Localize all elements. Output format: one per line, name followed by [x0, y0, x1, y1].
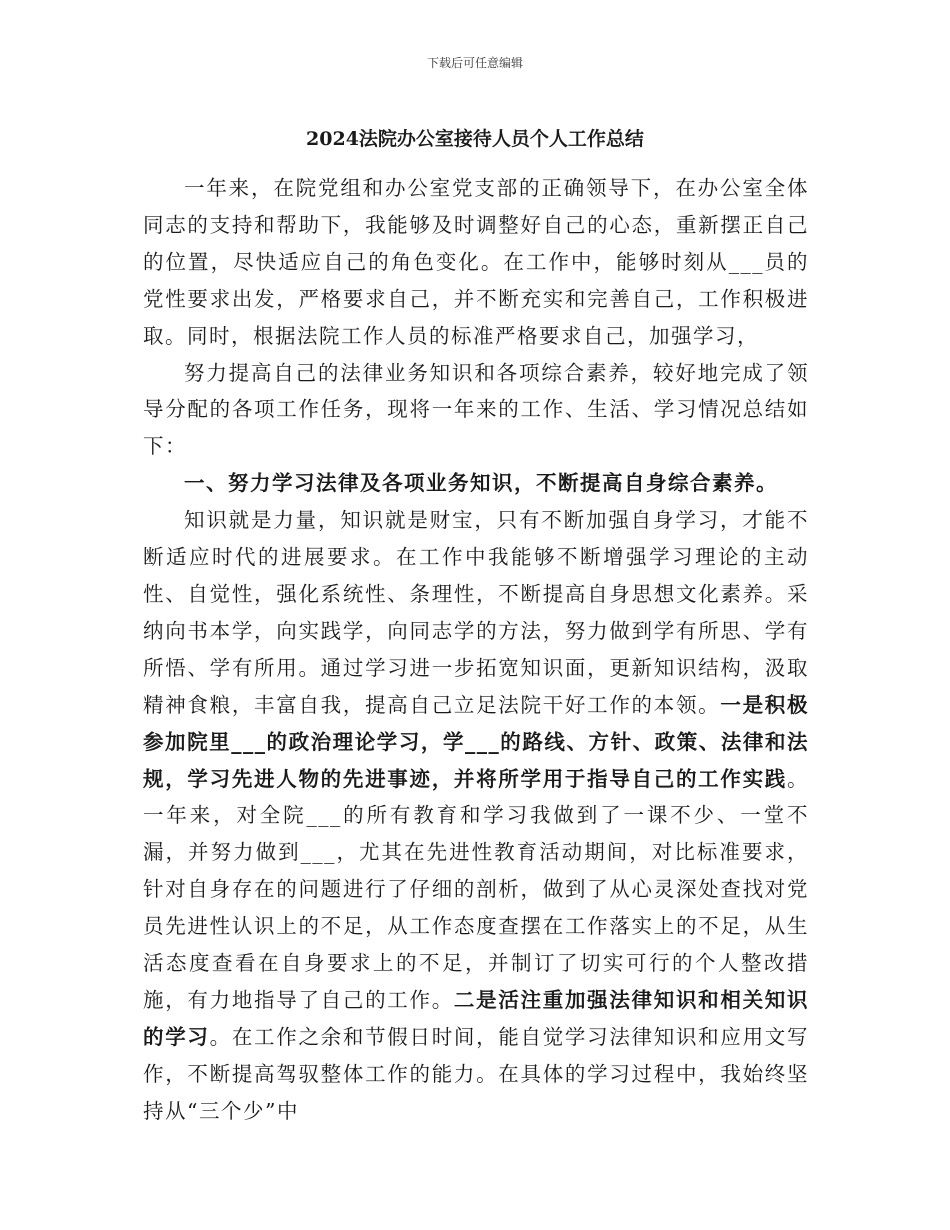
paragraph-text: 。在工作之余和节假日时间，能自觉学习法律知识和应用文写作，不断提高驾驭整体工作的能力。在具体的学习过程中，我始终坚持从“三个少”中	[143, 1024, 810, 1123]
paragraph-text: 知识就是力量，知识就是财宝，只有不断加强自身学习，才能不断适应时代的进展要求。在工作中我能够不断增强学习理论的主动性、自觉性，强化系统性、条理性，不断提高自身思想文化素养。采纳向书本学，向实践学，向同志学的方法，努力做到学有所思、学有所悟、学有所用。通过学习进一步拓宽知识面，更新知识结构，汲取精神食粮，丰富自我，提高自己立足法院干好工作的本领。	[143, 508, 809, 717]
paragraph-text: 。一年来，对全院___的所有教育和学习我做到了一课不少、一堂不漏，并努力做到___，尤其在先进性教育活动期间，对比标准要求，针对自身存在的问题进行了仔细的剖析，做到了从心灵深处查找对党员先进性认识上的不足，从工作态度查摆在工作落实上的不足，从生活态度查看在自身要求上的不足，并制订了切实可行的个人整改措施，有力地指导了自己的工作。	[143, 766, 809, 1012]
page-title: 2024法院办公室接待人员个人工作总结	[306, 128, 644, 150]
page-header: 下载后可任意编辑	[426, 56, 523, 70]
paragraph-text: 一年来，在院党组和办公室党支部的正确领导下，在办公室全体同志的支持和帮助下，我能够及时调整好自己的心态，重新摆正自己的位置，尽快适应自己的角色变化。在工作中，能够时刻从___员的党性要求出发，严格要求自己，并不断充实和完善自己，工作积极进取。同时，根据法院工作人员的标准严格要求自己，加强学习，	[143, 176, 809, 348]
section-heading-text: 一、努力学习法律及各项业务知识，不断提高自身综合素养。	[184, 471, 778, 496]
paragraph-intro	[143, 170, 809, 355]
emphasis-text: 一是积极参加院里___的政治理论学习，学___的路线、方针、政策、法律和法规，学习先进人物的先进事迹，并将所学用于指导自己的工作实践	[143, 692, 810, 791]
paragraph-text: 努力提高自己的法律业务知识和各项综合素养，较好地完成了领导分配的各项工作任务，现将一年来的工作、生活、学习情况总结如下：	[143, 360, 809, 459]
paragraph-learning	[143, 502, 809, 1129]
paragraph-summary	[143, 355, 809, 466]
emphasis-text: 二是活注重加强法律知识和相关知识的学习	[143, 987, 810, 1049]
document-body	[143, 170, 809, 1130]
section-heading	[143, 465, 809, 502]
